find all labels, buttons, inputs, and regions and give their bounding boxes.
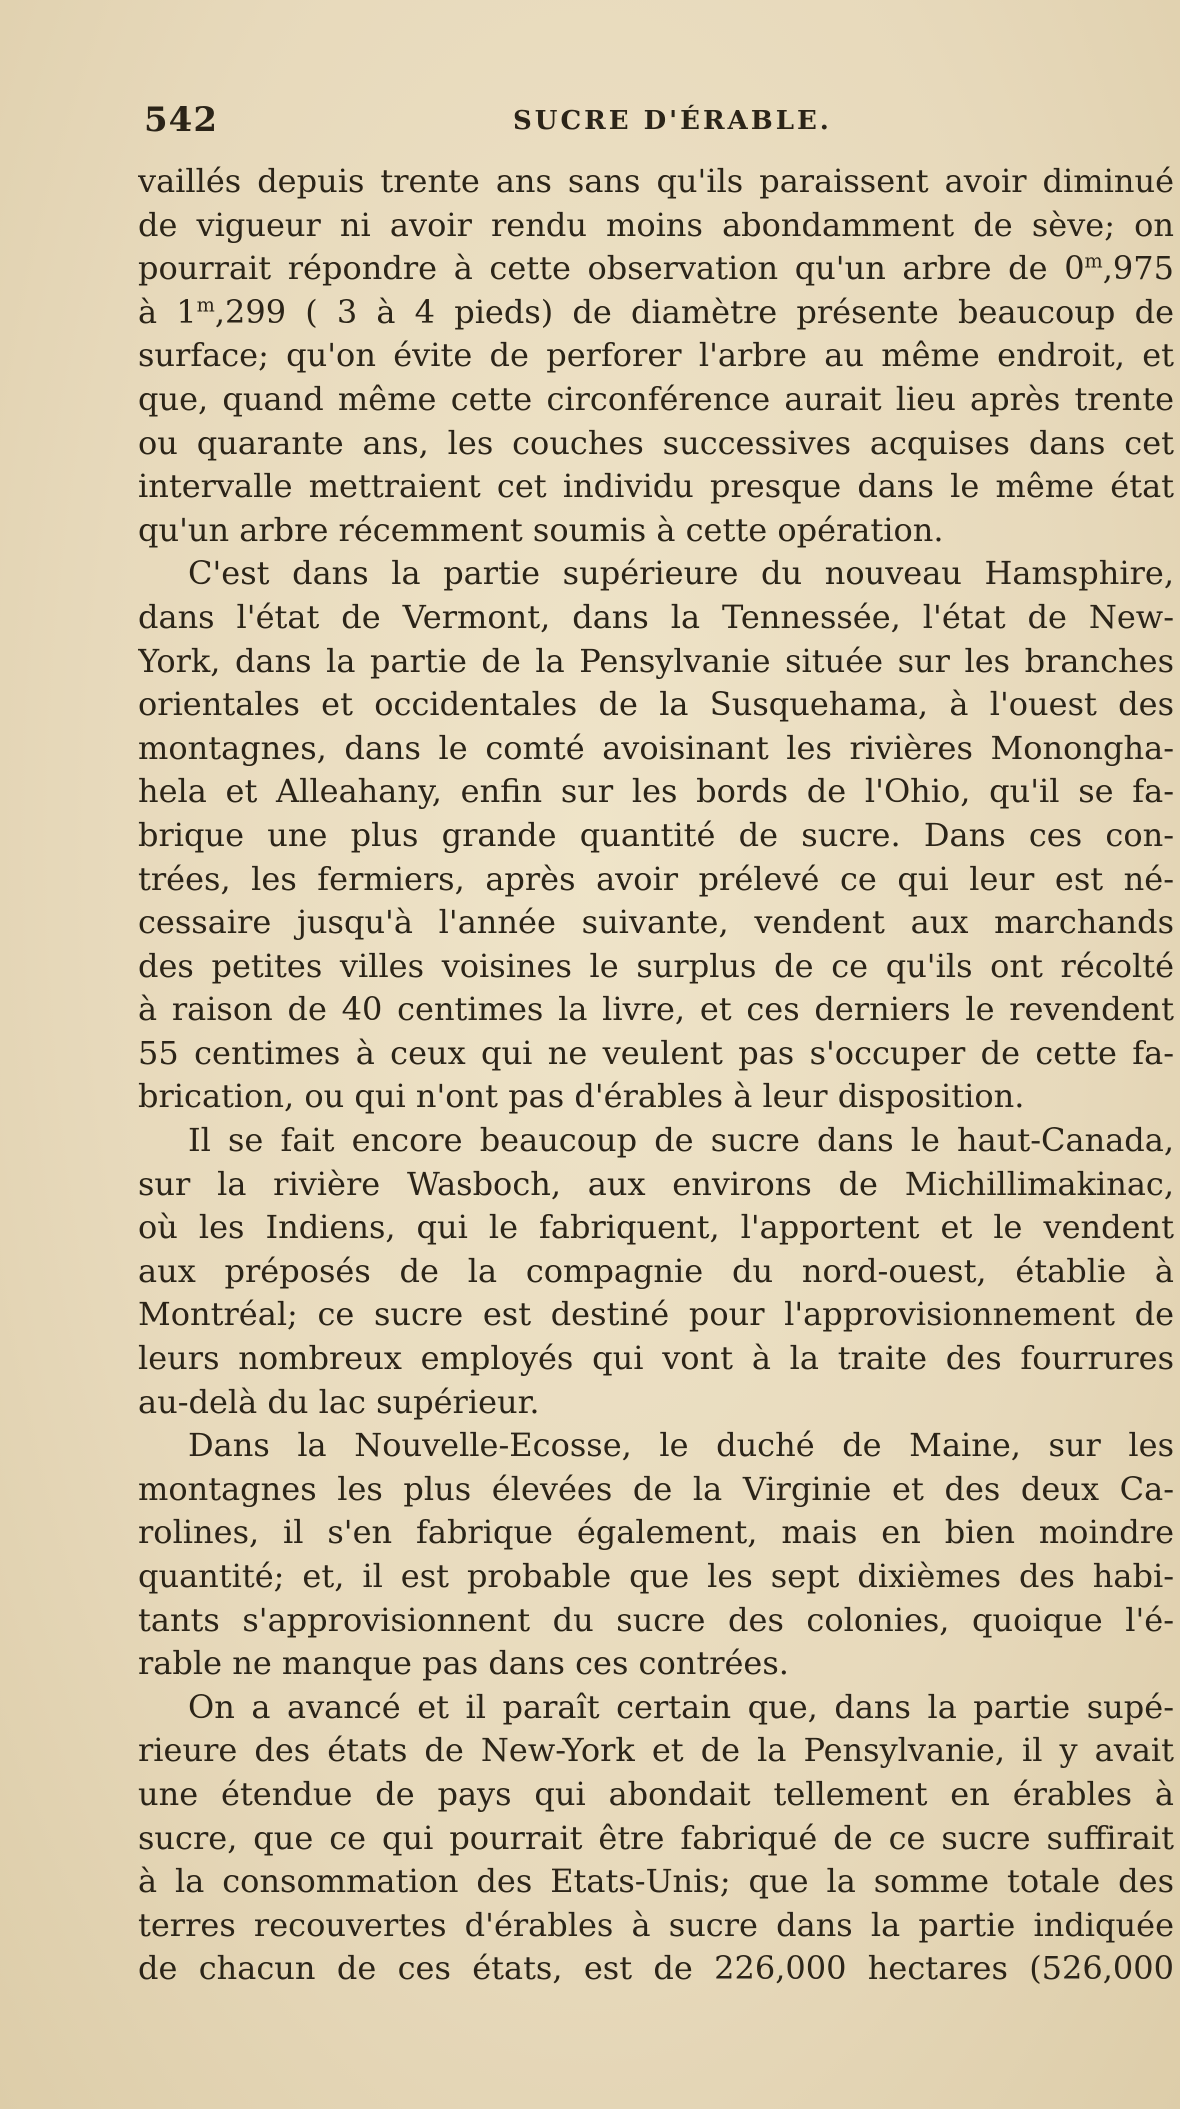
- text-line: montagnes, dans le comté avoisinant les rivières Monongha-: [138, 728, 1174, 767]
- text-line: de vigueur ni avoir rendu moins abondamment de sève; on: [138, 205, 1174, 244]
- text-line: aux préposés de la compagnie du nord-ouest, établie à: [138, 1251, 1174, 1290]
- text-line: On a avancé et il paraît certain que, dans la partie supé-: [188, 1687, 1174, 1726]
- text-line: intervalle mettraient cet individu presque dans le même état: [138, 467, 1174, 506]
- text-line: pourrait répondre à cette observation qu'un arbre de 0$^m$,975: [138, 249, 1174, 288]
- text-line: de chacun de ces états, est de 226,000 hectares (526,000: [138, 1949, 1174, 1988]
- text-line: rolines, il s'en fabrique également, mais en bien moindre: [138, 1513, 1174, 1552]
- text-line: dans l'état de Vermont, dans la Tennessée, l'état de New-: [138, 597, 1174, 636]
- text-line: brication, ou qui n'ont pas d'érables à leur disposition.: [138, 1077, 1025, 1116]
- text-line: des petites villes voisines le surplus de ce qu'ils ont récolté: [138, 946, 1174, 985]
- text-line: sur la rivière Wasboch, aux environs de Michillimakinac,: [138, 1164, 1174, 1203]
- page-number: 542: [144, 100, 218, 140]
- text-line: tants s'approvisionnent du sucre des colonies, quoique l'é-: [138, 1600, 1174, 1639]
- text-line: rieure des états de New-York et de la Pensylvanie, il y avait: [138, 1731, 1174, 1770]
- text-line: au-delà du lac supérieur.: [138, 1382, 540, 1421]
- text-line: qu'un arbre récemment soumis à cette opération.: [138, 510, 944, 549]
- text-line: Montréal; ce sucre est destiné pour l'approvisionnement de: [138, 1295, 1174, 1334]
- text-line: C'est dans la partie supérieure du nouveau Hamsphire,: [188, 554, 1174, 593]
- text-line: Il se fait encore beaucoup de sucre dans le haut-Canada,: [188, 1121, 1174, 1160]
- text-line: vaillés depuis trente ans sans qu'ils paraissent avoir diminué: [138, 162, 1174, 200]
- running-head: [138, 100, 1174, 148]
- text-line: 55 centimes à ceux qui ne veulent pas s'occuper de cette fa-: [138, 1033, 1174, 1072]
- text-line: trées, les fermiers, après avoir prélevé ce qui leur est né-: [138, 859, 1174, 898]
- text-line: rable ne manque pas dans ces contrées.: [138, 1644, 789, 1683]
- text-line: quantité; et, il est probable que les sept dixièmes des habi-: [138, 1557, 1174, 1595]
- text-line: orientales et occidentales de la Susquehama, à l'ouest des: [138, 685, 1174, 724]
- text-line: terres recouvertes d'érables à sucre dans la partie indiquée: [138, 1905, 1174, 1944]
- text-line: hela et Alleahany, enfin sur les bords de l'Ohio, qu'il se fa-: [138, 772, 1174, 811]
- text-line: brique une plus grande quantité de sucre. Dans ces con-: [138, 815, 1174, 854]
- text-line: une étendue de pays qui abondait tellement en érables à: [138, 1774, 1174, 1813]
- text-line: à raison de 40 centimes la livre, et ces derniers le revendent: [138, 990, 1174, 1029]
- text-line: ou quarante ans, les couches successives acquises dans cet: [138, 423, 1174, 462]
- text-line: surface; qu'on évite de perforer l'arbre au même endroit, et: [138, 336, 1174, 375]
- text-line: à 1$^m$,299 ( 3 à 4 pieds) de diamètre présente beaucoup de: [138, 292, 1174, 331]
- text-line: à la consommation des Etats-Unis; que la somme totale des: [138, 1862, 1174, 1901]
- running-title: SUCRE D'ÉRABLE.: [513, 106, 832, 136]
- body-text: [138, 160, 1174, 1991]
- text-line: Dans la Nouvelle-Ecosse, le duché de Maine, sur les: [188, 1426, 1174, 1465]
- text-line: que, quand même cette circonférence aurait lieu après trente: [138, 379, 1174, 418]
- text-line: cessaire jusqu'à l'année suivante, vendent aux marchands: [138, 903, 1174, 942]
- text-line: York, dans la partie de la Pensylvanie située sur les branches: [138, 641, 1174, 680]
- text-line: sucre, que ce qui pourrait être fabriqué de ce sucre suffirait: [138, 1818, 1174, 1857]
- text-line: où les Indiens, qui le fabriquent, l'apportent et le vendent: [138, 1208, 1174, 1247]
- text-line: leurs nombreux employés qui vont à la traite des fourrures: [138, 1339, 1174, 1378]
- text-line: montagnes les plus élevées de la Virginie et des deux Ca-: [138, 1469, 1174, 1508]
